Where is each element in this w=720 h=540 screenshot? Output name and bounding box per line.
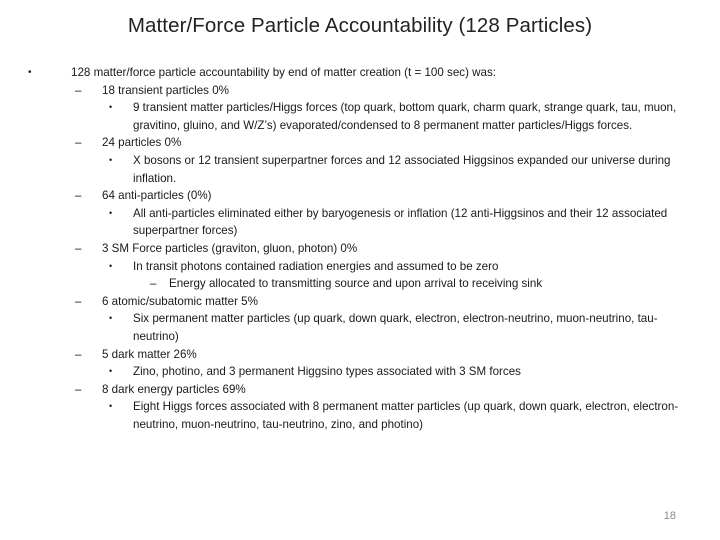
bullet-item-atomic-matter-detail [28, 310, 696, 345]
bullet-text: 3 SM Force particles (graviton, gluon, photon) 0% [102, 241, 358, 255]
dash-marker: – [150, 277, 157, 291]
bullet-text: 8 dark energy particles 69% [102, 382, 246, 396]
bullet-item-dark-energy-detail [28, 398, 696, 433]
bullet-marker: • [109, 401, 113, 412]
bullet-item-dark-matter [28, 346, 696, 364]
dash-marker: – [75, 83, 82, 97]
bullet-item-sm-force [28, 240, 696, 258]
bullet-marker: • [28, 67, 32, 78]
bullet-text: 6 atomic/subatomic matter 5% [102, 294, 258, 308]
bullet-text: 64 anti-particles (0%) [102, 189, 212, 203]
bullet-item-atomic-matter [28, 293, 696, 311]
bullet-text: 5 dark matter 26% [102, 347, 197, 361]
bullet-item-transient-detail [28, 99, 696, 134]
bullet-list [28, 64, 696, 433]
dash-marker: – [75, 294, 82, 308]
bullet-item-intro [28, 64, 696, 82]
bullet-text: 9 transient matter particles/Higgs forces (top quark, bottom quark, charm quark, strange quark, tau, muon, gravitino, gluino, and W/Z’s) evaporated/condensed to 8 permanent matter particles/Higgs forces. [133, 101, 677, 132]
dash-marker: – [75, 382, 82, 396]
dash-marker: – [75, 347, 82, 361]
slide-number: 18 [663, 510, 676, 522]
bullet-text: 24 particles 0% [102, 136, 182, 150]
slide-title: Matter/Force Particle Accountability (128 Particles) [127, 14, 593, 37]
bullet-text: Zino, photino, and 3 permanent Higgsino types associated with 3 SM forces [133, 365, 521, 379]
bullet-marker: • [109, 154, 113, 165]
bullet-text: Energy allocated to transmitting source and upon arrival to receiving sink [169, 277, 543, 291]
bullet-marker: • [109, 207, 113, 218]
dash-marker: – [75, 189, 82, 203]
bullet-text: 18 transient particles 0% [102, 83, 229, 97]
dash-marker: – [75, 241, 82, 255]
bullet-item-sm-force-detail [28, 258, 696, 276]
bullet-item-anti-particles-detail [28, 205, 696, 240]
bullet-text: Eight Higgs forces associated with 8 permanent matter particles (up quark, down quark, electron, electron-neutrino, muon-neutrino, tau-neutrino, zino, and photino) [133, 400, 679, 431]
bullet-marker: • [109, 102, 113, 113]
bullet-item-24-particles-detail [28, 152, 696, 187]
bullet-text: X bosons or 12 transient superpartner forces and 12 associated Higgsinos expanded our universe during inflation. [133, 153, 671, 185]
bullet-text: In transit photons contained radiation energies and assumed to be zero [133, 259, 499, 273]
bullet-item-anti-particles [28, 187, 696, 205]
dash-marker: – [75, 136, 82, 150]
bullet-item-transient [28, 82, 696, 100]
bullet-item-sm-force-subdetail [28, 275, 696, 293]
bullet-item-24-particles [28, 134, 696, 152]
bullet-marker: • [109, 313, 113, 324]
bullet-item-dark-energy [28, 381, 696, 399]
bullet-marker: • [109, 260, 113, 271]
bullet-text: 128 matter/force particle accountability by end of matter creation (t = 100 sec) was: [71, 66, 496, 79]
bullet-text: Six permanent matter particles (up quark, down quark, electron, electron-neutrino, muon-neutrino, tau-neutrino) [133, 312, 658, 343]
bullet-item-dark-matter-detail [28, 363, 696, 381]
bullet-text: All anti-particles eliminated either by baryogenesis or inflation (12 anti-Higgsinos and their 12 associated superpartner forces) [133, 206, 668, 238]
bullet-marker: • [109, 366, 113, 377]
